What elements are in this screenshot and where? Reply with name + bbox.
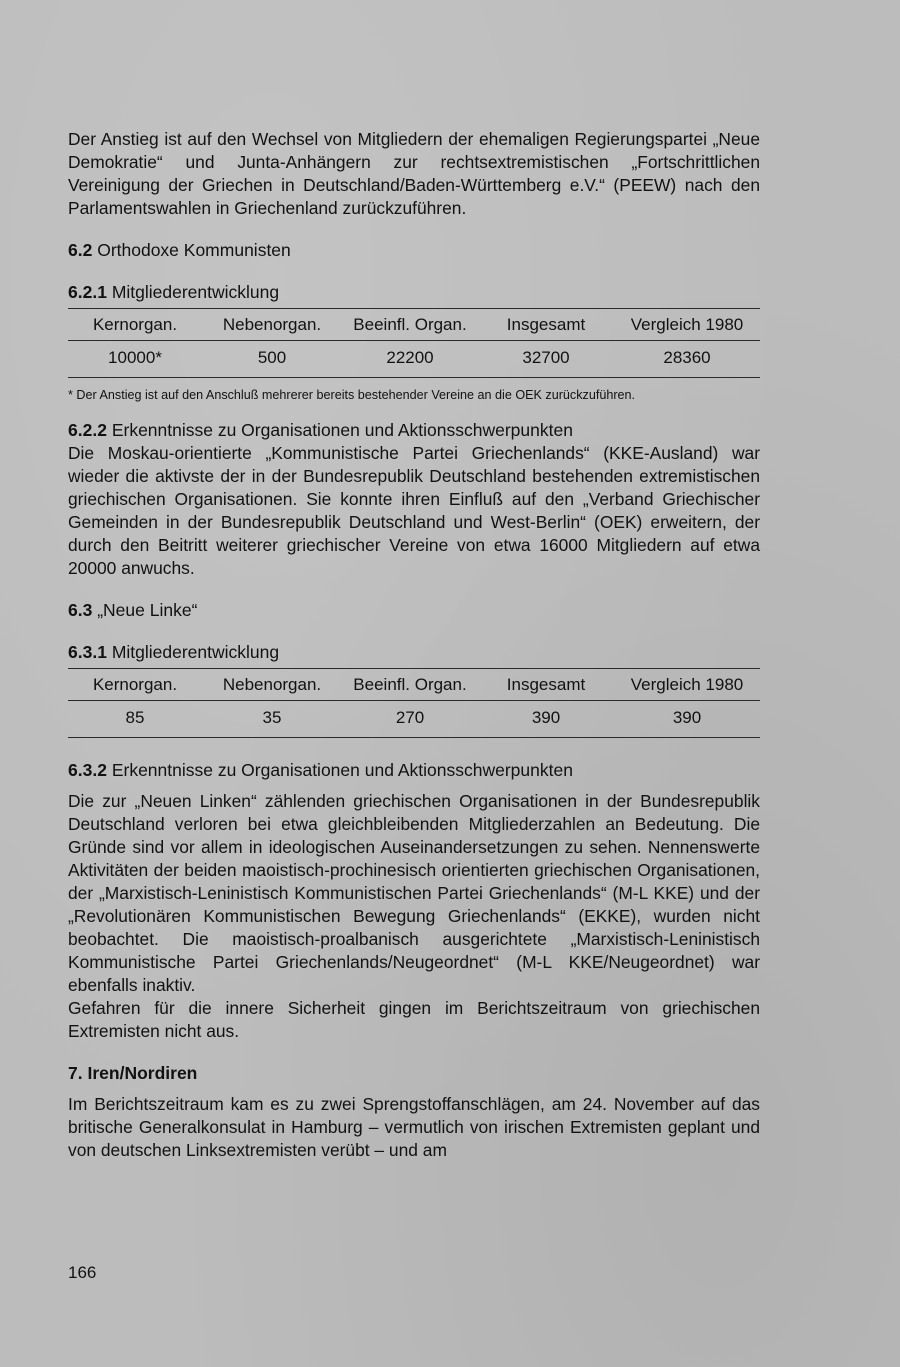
heading-6-2-1-title: Mitgliederentwicklung bbox=[111, 282, 280, 302]
heading-6-2-2-number: 6.2.2 bbox=[68, 420, 107, 440]
table-row bbox=[68, 701, 760, 738]
table-cell: 35 bbox=[262, 708, 282, 727]
heading-6-3-2 bbox=[68, 758, 760, 782]
heading-6-2-number: 6.2 bbox=[68, 240, 93, 260]
table-cell: 390 bbox=[672, 708, 702, 727]
table-header-cell: Kernorgan. bbox=[92, 315, 178, 334]
paragraph-6-2-2: Die Moskau-orientierte „Kommunistische Partei Griechenlands“ (KKE-Ausland) war wieder die aktivste der in der Bundesrepublik Deutschland bestehenden extremistischen griechischen Organisationen. Sie konnte ihren Einfluß auf den „Verband Griechischer Gemeinden in der Bundesrepublik Deutschland und West-Berlin“ (OEK) erweitern, der durch den Beitritt weiterer griechischer Vereine von etwa 16000 Mitgliedern auf etwa 20000 anwuchs. bbox=[68, 443, 760, 578]
heading-6-3-title: „Neue Linke“ bbox=[97, 600, 198, 620]
membership-table-6-3-1 bbox=[68, 668, 760, 738]
table-cell: 28360 bbox=[663, 348, 711, 367]
table-header-cell: Nebenorgan. bbox=[222, 315, 322, 334]
table-header-cell: Insgesamt bbox=[506, 315, 586, 334]
paragraph-6-3-2-conclusion: Gefahren für die innere Sicherheit gingen im Berichtszeitraum von griechischen Extremisten nicht aus. bbox=[68, 998, 760, 1041]
heading-6-3-1-title: Mitgliederentwicklung bbox=[111, 642, 280, 662]
table-cell: 10000* bbox=[108, 348, 162, 367]
page-number: 166 bbox=[68, 1263, 97, 1282]
table-row bbox=[68, 341, 760, 378]
page-content bbox=[68, 128, 760, 1162]
heading-6-3-1 bbox=[68, 640, 760, 664]
heading-7 bbox=[68, 1061, 760, 1085]
heading-6-3-number: 6.3 bbox=[68, 600, 93, 620]
table-cell: 22200 bbox=[386, 348, 434, 367]
heading-6-2-1 bbox=[68, 280, 760, 304]
table-cell: 390 bbox=[531, 708, 561, 727]
heading-6-3-2-title: Erkenntnisse zu Organisationen und Aktionsschwerpunkten bbox=[111, 760, 573, 780]
table-cell: 32700 bbox=[522, 348, 570, 367]
paragraph-6-3-2: Die zur „Neuen Linken“ zählenden griechischen Organisationen in der Bundesrepublik Deutschland verloren bei etwa gleichbleibenden Mitgliederzahlen an Bedeutung. Die Gründe sind vor allem in ideologischen Auseinandersetzungen zu sehen. Nennenswerte Aktivitäten der beiden maoistisch-prochinesisch orientierten griechischen Organisationen, der „Marxistisch-Leninistisch Kommunistischen Partei Griechenlands“ (M-L KKE) und der „Revolutionären Kommunistischen Bewegung Griechenlands“ (EKKE), wurden nicht beobachtet. Die maoistisch-proalbanisch ausgerichtete „Marxistisch-Leninistisch Kommunistische Partei Griechenlands/Neugeordnet“ (M-L KKE/Neugeordnet) war ebenfalls inaktiv. bbox=[68, 791, 760, 995]
heading-7-number: 7. bbox=[68, 1063, 83, 1083]
table-header-cell: Insgesamt bbox=[506, 675, 586, 694]
table-cell: 85 bbox=[125, 708, 145, 727]
heading-6-2-1-number: 6.2.1 bbox=[68, 282, 107, 302]
heading-6-3-2-number: 6.3.2 bbox=[68, 760, 107, 780]
heading-7-title: Iren/Nordiren bbox=[87, 1063, 198, 1083]
heading-6-3-1-number: 6.3.1 bbox=[68, 642, 107, 662]
table-header-row bbox=[68, 308, 760, 341]
table-footnote: * Der Anstieg ist auf den Anschluß mehrerer bereits bestehender Vereine an die OEK zurückzuführen. bbox=[68, 388, 636, 402]
table-header-cell: Beeinfl. Organ. bbox=[353, 675, 467, 694]
heading-6-2 bbox=[68, 238, 760, 262]
table-cell: 270 bbox=[395, 708, 425, 727]
table-header-cell: Kernorgan. bbox=[92, 675, 178, 694]
table-header-cell: Vergleich 1980 bbox=[630, 315, 744, 334]
heading-6-2-2 bbox=[68, 418, 760, 442]
heading-6-2-title: Orthodoxe Kommunisten bbox=[97, 240, 291, 260]
table-header-cell: Vergleich 1980 bbox=[630, 675, 744, 694]
heading-6-3 bbox=[68, 598, 760, 622]
intro-paragraph: Der Anstieg ist auf den Wechsel von Mitgliedern der ehemaligen Regierungspartei „Neue Demokratie“ und Junta-Anhängern zur rechtsextremistischen „Fortschrittlichen Vereinigung der Griechen in Deutschland/Baden-Württemberg e.V.“ (PEEW) nach den Parlamentswahlen in Griechenland zurückzuführen. bbox=[68, 129, 760, 218]
table-header-row bbox=[68, 668, 760, 701]
table-header-cell: Beeinfl. Organ. bbox=[353, 315, 467, 334]
table-header-cell: Nebenorgan. bbox=[222, 675, 322, 694]
membership-table-6-2-1 bbox=[68, 308, 760, 378]
table-cell: 500 bbox=[257, 348, 287, 367]
heading-6-2-2-title: Erkenntnisse zu Organisationen und Aktionsschwerpunkten bbox=[111, 420, 573, 440]
paragraph-7: Im Berichtszeitraum kam es zu zwei Sprengstoffanschlägen, am 24. November auf das britische Generalkonsulat in Hamburg – vermutlich von irischen Extremisten geplant und von deutschen Linksextremisten verübt – und am bbox=[68, 1094, 760, 1160]
